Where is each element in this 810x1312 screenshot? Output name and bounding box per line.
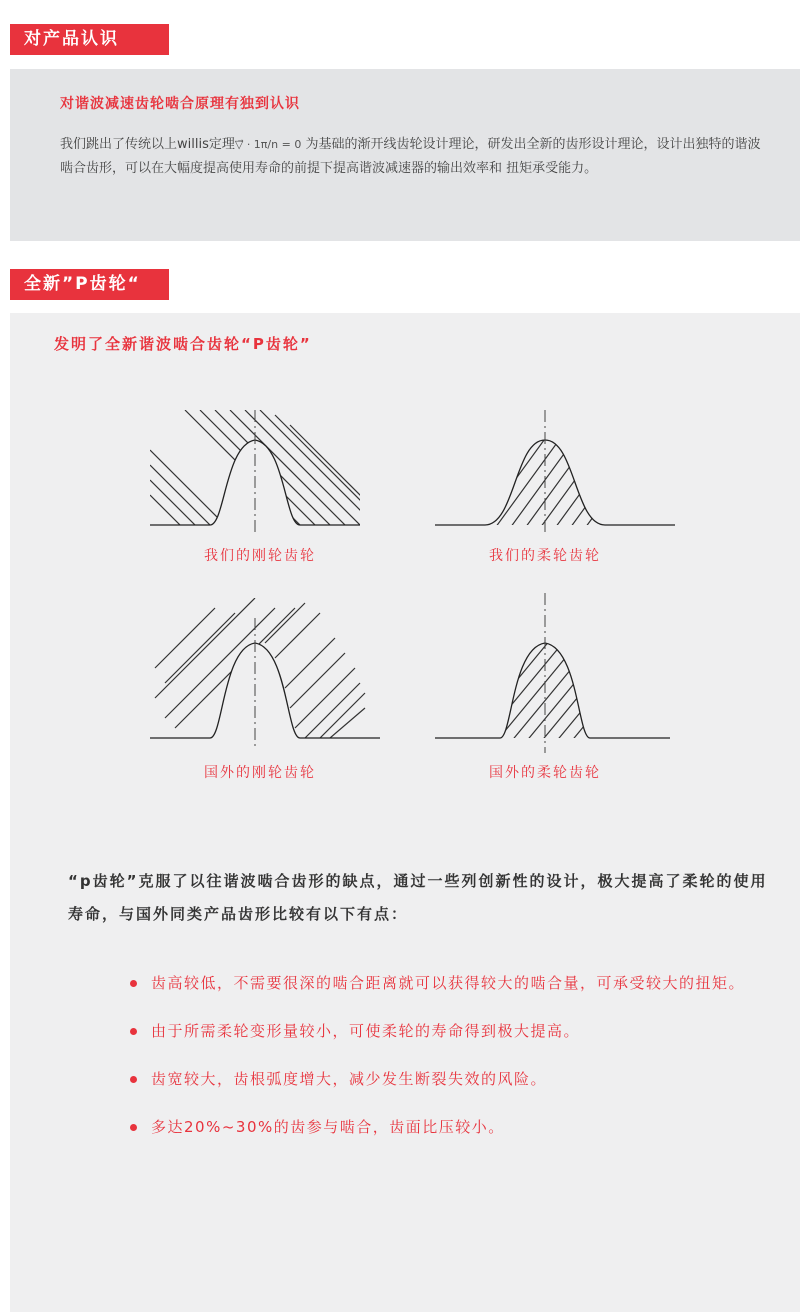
our-rigid-gear-diagram bbox=[140, 405, 380, 535]
p-gear-panel bbox=[10, 313, 800, 1312]
section-tag-new-p-gear: 全新”P齿轮“ bbox=[10, 269, 169, 300]
list-item: 多达20%~30%的齿参与啮合，齿面比压较小。 bbox=[130, 1113, 750, 1141]
caption-foreign-rigid-gear: 国外的刚轮齿轮 bbox=[204, 765, 316, 781]
caption-foreign-flex-gear: 国外的柔轮齿轮 bbox=[489, 765, 601, 781]
panel-title: 发明了全新谐波啮合齿轮“P齿轮” bbox=[54, 335, 312, 353]
section-tag-product-knowledge: 对产品认识 bbox=[10, 24, 169, 55]
foreign-flex-gear-diagram bbox=[430, 588, 675, 753]
panel-title: 对谐波减速齿轮啮合原理有独到认识 bbox=[60, 96, 300, 112]
bullet-dot-icon bbox=[130, 980, 137, 987]
panel-body: 我们跳出了传统以上willis定理▽⃗ · 1π/n = 0 为基础的渐开线齿轮设计理论，研发出全新的齿形设计理论，设计出独特的谐波啮合齿形，可以在大幅度提高使用寿命的前提下提高谐波减速器的输出效率和 扭矩承受能力。 bbox=[60, 137, 761, 176]
bullet-dot-icon bbox=[130, 1076, 137, 1083]
willis-formula: ▽⃗ · 1π/n = 0 bbox=[234, 138, 302, 151]
p-gear-summary: “p齿轮”克服了以往谐波啮合齿形的缺点，通过一些列创新性的设计，极大提高了柔轮的使用寿命，与国外同类产品齿形比较有以下有点： bbox=[68, 872, 768, 923]
list-item: 齿宽较大，齿根弧度增大，减少发生断裂失效的风险。 bbox=[130, 1065, 750, 1093]
list-item: 由于所需柔轮变形量较小，可使柔轮的寿命得到极大提高。 bbox=[130, 1017, 750, 1045]
caption-our-flex-gear: 我们的柔轮齿轮 bbox=[489, 548, 601, 564]
foreign-rigid-gear-diagram bbox=[135, 598, 385, 748]
advantages-list bbox=[130, 969, 750, 1161]
bullet-dot-icon bbox=[130, 1124, 137, 1131]
bullet-dot-icon bbox=[130, 1028, 137, 1035]
product-knowledge-panel bbox=[10, 69, 800, 241]
caption-our-rigid-gear: 我们的刚轮齿轮 bbox=[204, 548, 316, 564]
list-item: 齿高较低，不需要很深的啮合距离就可以获得较大的啮合量，可承受较大的扭矩。 bbox=[130, 969, 750, 997]
our-flex-gear-diagram bbox=[435, 405, 680, 535]
